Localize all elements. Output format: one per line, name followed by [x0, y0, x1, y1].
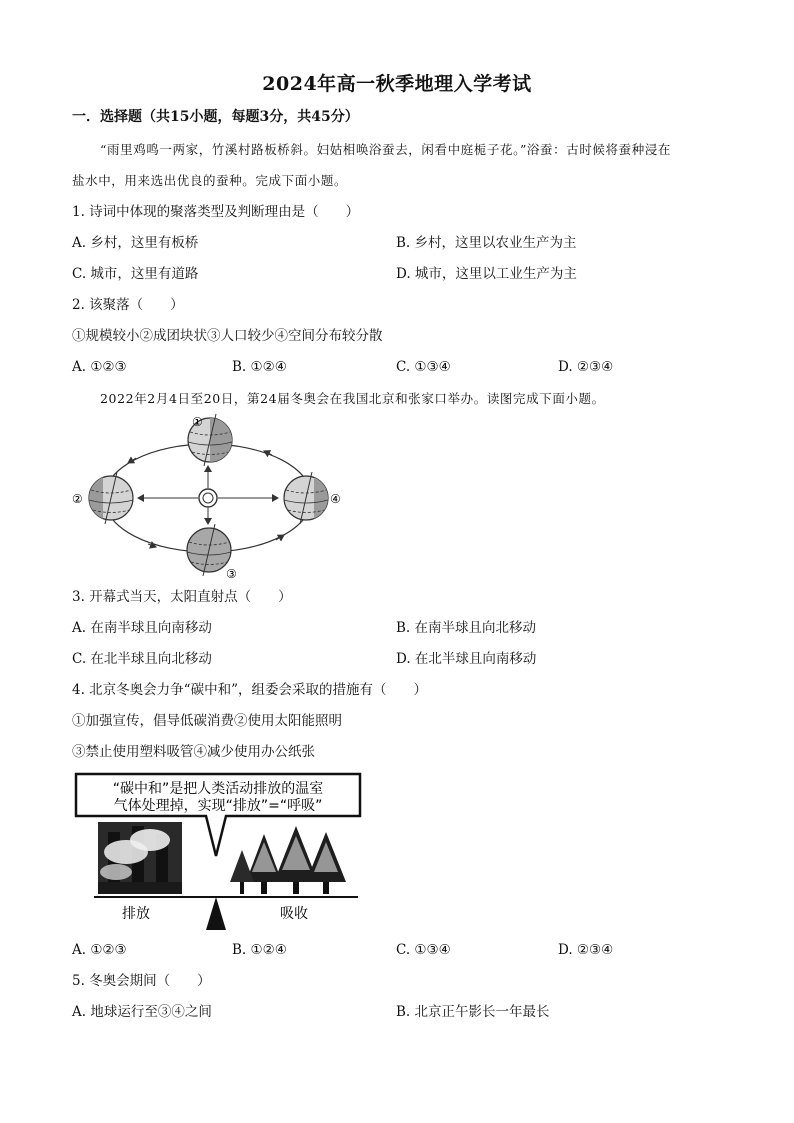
q1-stem: 1. 诗词中体现的聚落类型及判断理由是（ ） [72, 204, 360, 220]
earth-position-2-icon [89, 472, 133, 524]
q4-items-line2: ③禁止使用塑料吸管④减少使用办公纸张 [72, 744, 315, 760]
orbit-label-1: ① [192, 415, 203, 429]
earth-orbit-diagram [66, 410, 356, 580]
q5-stem: 5. 冬奥会期间（ ） [72, 973, 211, 989]
emission-label: 排放 [122, 906, 150, 922]
q4-stem: 4. 北京冬奥会力争“碳中和”，组委会采取的措施有（ ） [72, 682, 427, 698]
q4-option-c[interactable]: C. ①③④ [396, 942, 451, 958]
q4-option-d[interactable]: D. ②③④ [558, 942, 614, 958]
q1-option-a[interactable]: A. 乡村，这里有板桥 [72, 235, 199, 251]
trees-icon [230, 826, 346, 894]
q3-option-c[interactable]: C. 在北半球且向北移动 [72, 651, 212, 667]
q3-option-a[interactable]: A. 在南半球且向南移动 [72, 620, 212, 636]
q4-option-a[interactable]: A. ①②③ [72, 942, 127, 958]
orbit-label-2: ② [72, 492, 83, 506]
carbon-neutrality-figure [74, 770, 364, 932]
q1-option-c[interactable]: C. 城市，这里有道路 [72, 266, 199, 282]
q4-option-b[interactable]: B. ①②④ [232, 942, 287, 958]
factory-icon [98, 822, 182, 894]
passage2: 2022年2月4日至20日，第24届冬奥会在我国北京和张家口举办。读图完成下面小题。 [100, 391, 605, 406]
bubble-line-1: “碳中和”是把人类活动排放的温室 [112, 781, 324, 797]
q2-stem: 2. 该聚落（ ） [72, 297, 184, 313]
q4-items-line1: ①加强宣传，倡导低碳消费②使用太阳能照明 [72, 713, 342, 729]
earth-position-3-icon [187, 524, 231, 576]
passage1-line2: 盐水中，用来选出优良的蚕种。完成下面小题。 [72, 173, 348, 188]
q2-option-a[interactable]: A. ①②③ [72, 359, 127, 375]
fulcrum-icon [206, 897, 226, 930]
sun-icon [199, 489, 217, 507]
earth-position-4-icon [284, 472, 330, 524]
bubble-line-2: 气体处理掉，实现“排放”=“呼吸” [113, 798, 323, 814]
q2-option-b[interactable]: B. ①②④ [232, 359, 287, 375]
q2-option-c[interactable]: C. ①③④ [396, 359, 451, 375]
q3-stem: 3. 开幕式当天，太阳直射点（ ） [72, 589, 292, 605]
orbit-label-3: ③ [226, 567, 237, 580]
q5-option-a[interactable]: A. 地球运行至③④之间 [72, 1004, 212, 1020]
q3-option-b[interactable]: B. 在南半球且向北移动 [396, 620, 537, 636]
q2-option-d[interactable]: D. ②③④ [558, 359, 614, 375]
passage1-line1: “雨里鸡鸣一两家，竹溪村路板桥斜。妇姑相唤浴蚕去，闲看中庭栀子花。”浴蚕：古时候将蚕种浸在 [100, 142, 672, 157]
q1-option-d[interactable]: D. 城市，这里以工业生产为主 [396, 266, 577, 282]
exam-title: 2024年高一秋季地理入学考试 [262, 73, 532, 95]
orbit-arrow-icon [276, 535, 284, 540]
q3-option-d[interactable]: D. 在北半球且向南移动 [396, 651, 537, 667]
absorption-label: 吸收 [280, 906, 308, 922]
q2-items: ①规模较小②成团块状③人口较少④空间分布较分散 [72, 328, 383, 344]
section-heading: 一．选择题（共15小题，每题3分，共45分） [72, 109, 359, 125]
q1-option-b[interactable]: B. 乡村，这里以农业生产为主 [396, 235, 577, 251]
orbit-label-4: ④ [330, 492, 341, 506]
q5-option-b[interactable]: B. 北京正午影长一年最长 [396, 1004, 550, 1020]
orbit-arrow-icon [128, 458, 136, 463]
